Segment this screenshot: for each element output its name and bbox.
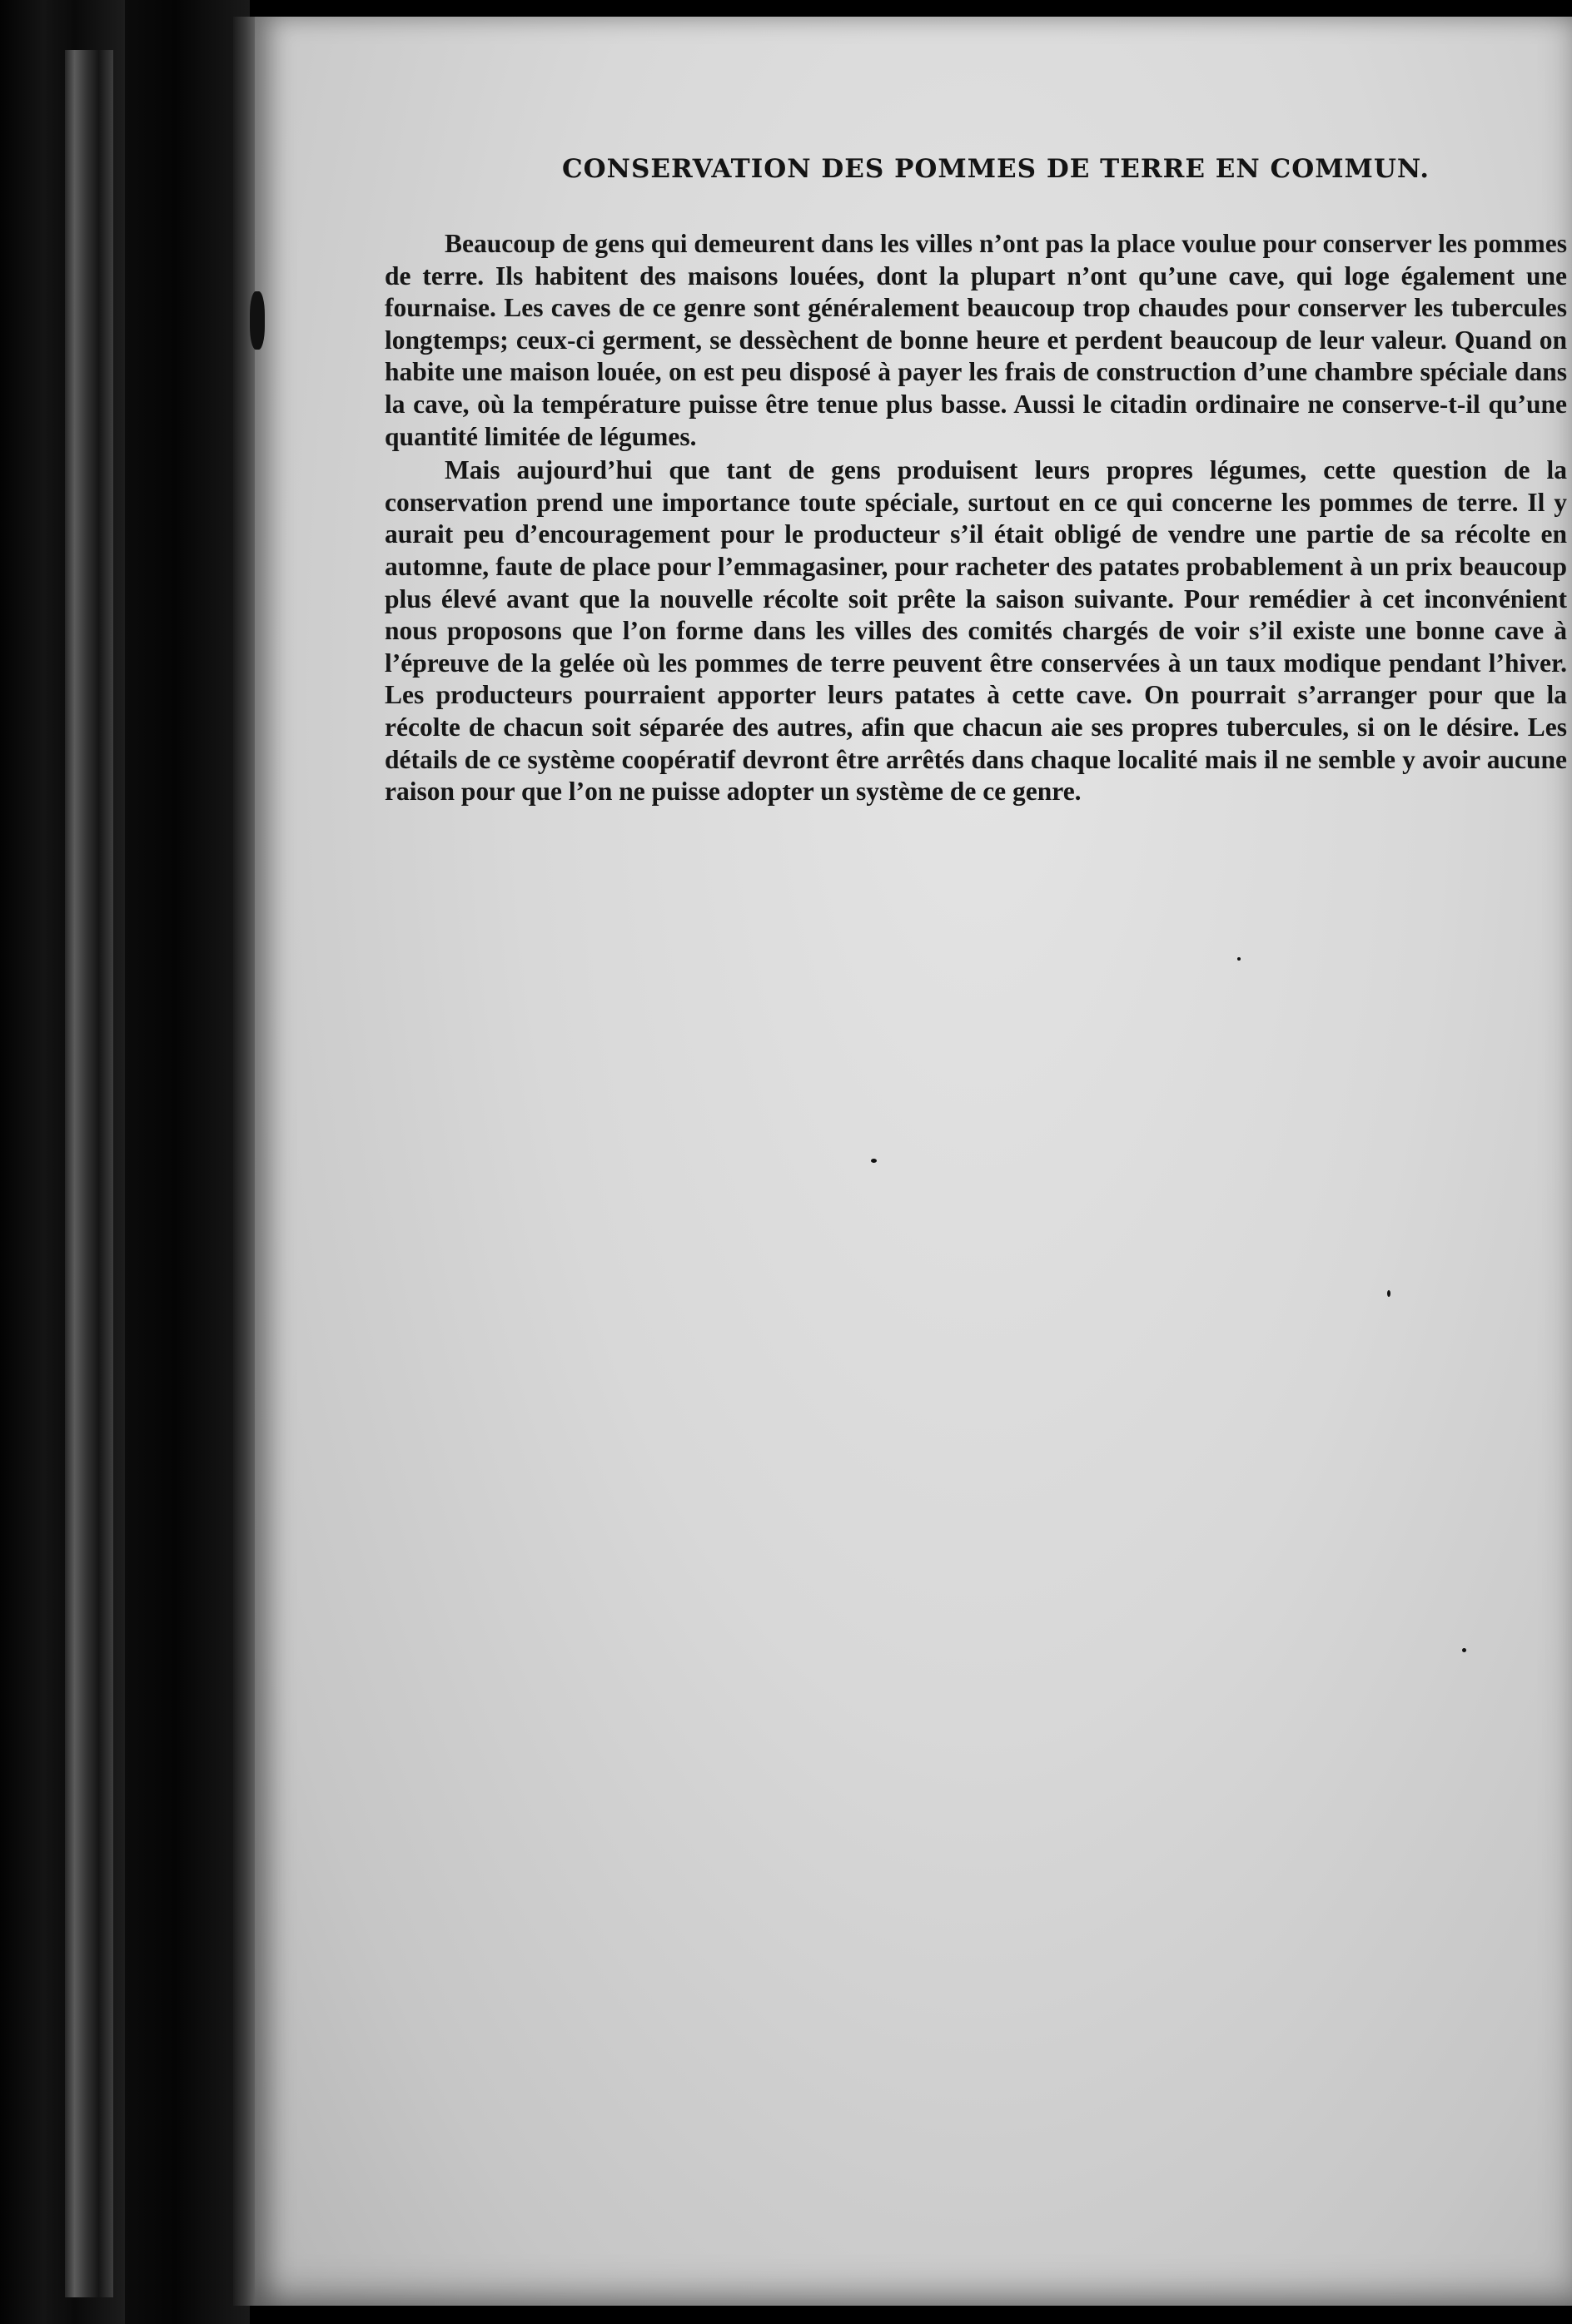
page-stack-edge [65, 50, 113, 2297]
paragraph-1: Beaucoup de gens qui demeurent dans les villes n’ont pas la place voulue pour conserver les pommes de terre. Ils habitent des maisons louées, dont la plupart n’ont qu’une cave, qui loge également une fournaise. Les caves de ce genre sont généralement beaucoup trop chaudes pour conserver les tubercules longtemps; ceux-ci germent, se dessèchent de bonne heure et perdent beaucoup de leur valeur. Quand on habite une maison louée, on est peu disposé à payer les frais de construction d’une chambre spéciale dans la cave, où la température puisse être tenue plus basse. Aussi le citadin ordinaire ne conserve-t-il qu’une quantité limitée de légumes. [385, 229, 1567, 451]
ink-speck [250, 291, 265, 350]
ink-speck [1462, 1648, 1466, 1652]
paper-page [255, 17, 1572, 2306]
paragraph-2: Mais aujourd’hui que tant de gens produisent leurs propres légumes, cette question de la conservation prend une importance toute spéciale, surtout en ce qui concerne les pommes de terre. Il y aurait peu d’encouragement pour le producteur s’il était obligé de vendre une partie de sa récolte en automne, faute de place pour l’emmagasiner, pour racheter des patates probablement à un prix beaucoup plus élevé avant que la nouvelle récolte soit prête la saison suivante. Pour remédier à cet inconvénient nous proposons que l’on forme dans les villes des comités chargés de voir s’il existe une bonne cave à l’épreuve de la gelée où les pommes de terre peuvent être conservées à un taux modique pendant l’hiver. Les producteurs pourraient apporter leurs patates à cette cave. On pourrait s’arranger pour que la récolte de chacun soit séparée des autres, afin que chacun aie ses propres tubercules, si on le désire. Les détails de ce système coopératif devront être arrêtés dans chaque localité mais il ne semble y avoir aucune raison pour que l’on ne puisse adopter un système de ce genre. [385, 455, 1567, 807]
binding-gutter [125, 0, 250, 2324]
document-title: CONSERVATION DES POMMES DE TERRE EN COMMUN. [561, 154, 1430, 184]
ink-speck [871, 1159, 877, 1163]
ink-speck [1387, 1290, 1390, 1297]
ink-speck [1237, 957, 1241, 961]
document-body [385, 228, 1567, 808]
